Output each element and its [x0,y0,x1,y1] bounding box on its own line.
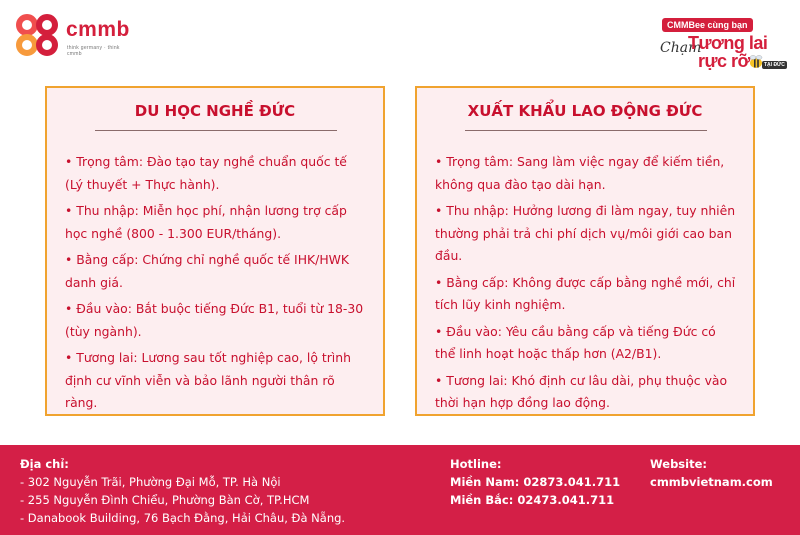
hotline-label: Hotline: [450,457,502,471]
list-item: • Thu nhập: Miễn học phí, nhận lương trợ cấp học nghề (800 - 1.300 EUR/tháng). [65,203,347,241]
address-line: - 302 Nguyễn Trãi, Phường Đại Mỗ, TP. Hà Nội [20,475,281,489]
list-item: • Trọng tâm: Đào tạo tay nghề chuẩn quốc tế (Lý thuyết + Thực hành). [65,154,347,192]
list-item: • Đầu vào: Yêu cầu bằng cấp và tiếng Đức có thể linh hoạt hoặc thấp hơn (A2/B1). [435,323,716,361]
footer-hotline [450,455,620,509]
cmmb-logo-mark-icon [16,14,60,58]
brand-line-1: Tương lai [688,33,768,53]
card-list [65,151,367,419]
hotline-south[interactable]: Miền Nam: 02873.041.711 [450,475,621,489]
brand-script-text: Chạm [660,40,702,56]
list-item: • Thu nhập: Hưởng lương đi làm ngay, tuy nhiên thường phải trả chi phí dịch vụ/môi giới cao ban đầu. [435,203,736,263]
card-divider [95,130,337,131]
card-du-hoc-nghe [45,86,385,416]
logo-tagline: think germany · think cmmb [67,45,120,57]
brand-line-2: rực rỡ [698,51,750,71]
list-item: • Bằng cấp: Chứng chỉ nghề quốc tế IHK/HWK danh giá. [65,252,350,290]
card-title: XUẤT KHẨU LAO ĐỘNG ĐỨC [467,102,703,120]
card-list [435,151,737,419]
logo-wordmark: cmmb [66,18,130,41]
brand-pill: CMMBee cùng bạn [662,18,753,32]
list-item: • Bằng cấp: Không được cấp bằng nghề mới, chỉ tích lũy kinh nghiệm. [435,274,736,312]
brand-badge: TẠI ĐỨC [764,62,785,68]
card-xuat-khau-lao-dong [415,86,755,416]
brand-slogan [656,16,790,76]
card-title: DU HỌC NGHỀ ĐỨC [134,102,296,120]
address-line: - 255 Nguyễn Đình Chiểu, Phường Bàn Cờ, TP.HCM [20,493,310,507]
list-item: • Tương lai: Lương sau tốt nghiệp cao, lộ trình định cư vĩnh viễn và bảo lãnh người thân rõ ràng. [65,350,351,410]
cmmb-logo[interactable] [16,14,136,64]
hotline-north[interactable]: Miền Bắc: 02473.041.711 [450,493,615,507]
card-divider [465,130,707,131]
address-label: Địa chỉ: [20,457,69,471]
footer-address [20,455,345,527]
website-label: Website: [650,457,707,471]
list-item: • Đầu vào: Bắt buộc tiếng Đức B1, tuổi từ 18-30 (tùy ngành). [65,301,364,339]
footer [0,445,800,535]
list-item: • Trọng tâm: Sang làm việc ngay để kiếm tiền, không qua đào tạo dài hạn. [435,154,725,192]
website-link[interactable]: cmmbvietnam.com [650,475,773,489]
address-line: - Danabook Building, 76 Bạch Đằng, Hải Châu, Đà Nẵng. [20,511,346,525]
list-item: • Tương lai: Khó định cư lâu dài, phụ thuộc vào thời hạn hợp đồng lao động. [435,372,728,410]
footer-website [650,455,773,491]
